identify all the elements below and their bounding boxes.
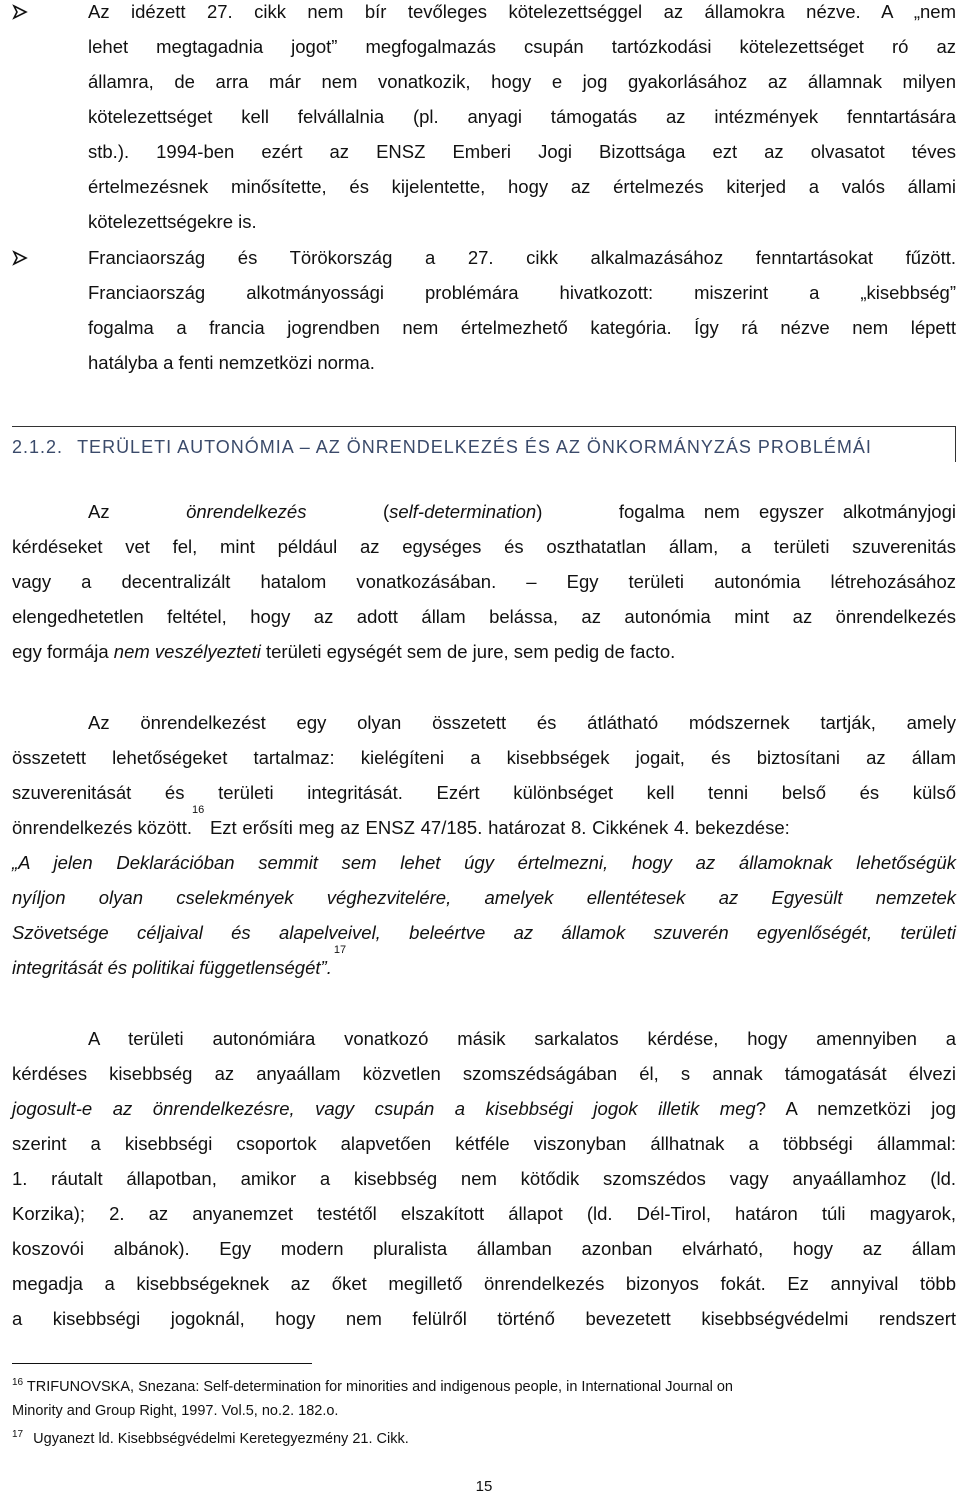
paragraph-line: A területi autonómiára vonatkozó másik sarkalatos kérdése, hogy amennyiben a [88, 1028, 956, 1049]
footnote-separator [12, 1363, 312, 1364]
quote-line: Szövetsége céljaival és alapelveivel, beleértve az államok szuverén egyenlőségét, területi [12, 922, 956, 943]
bullet-line: stb.). 1994-ben ezért az ENSZ Emberi Jogi Bizottsága ezt az olvasatot téves [88, 141, 956, 162]
footnote-mark: 17 [12, 1429, 24, 1441]
paragraph-line: egy formája nem veszélyezteti területi egységét sem de jure, sem pedig de facto. [12, 641, 676, 662]
paragraph-line: jogosult-e az önrendelkezésre, vagy csupán a kisebbségi jogok illetik meg? A nemzetközi jog [12, 1098, 956, 1119]
footnote-mark: 16 [12, 1377, 24, 1389]
bullet-line: lehet megtagadnia jogot” megfogalmazás csupán tartózkodási kötelezettséget ró az [88, 36, 956, 57]
bullet-line: államra, de arra már nem vonatkozik, hogy e jog gyakorlásához az államnak milyen [88, 71, 956, 92]
bullet-line: kötelezettséget kell felvállalnia (pl. anyagi támogatás az intézmények fenntartására [88, 106, 956, 127]
footnote-16 [12, 1375, 956, 1423]
paragraph-line: kérdéses kisebbség az anyaállam közvetlen szomszédságában él, s annak támogatását élvezi [12, 1063, 956, 1084]
text-run: önrendelkezés [186, 501, 307, 522]
section-number: 2.1.2. [12, 437, 64, 457]
footnote-ref-17[interactable]: 17 [333, 944, 347, 956]
footnote-text: Minority and Group Right, 1997. Vol.5, no.2. 182.o. [12, 1403, 339, 1419]
bullet-line: hatályba a fenti nemzetközi norma. [88, 352, 375, 373]
paragraph-line: összetett lehetőségeket tartalmaz: kielégíteni a kisebbségek jogait, és biztosítani az állam [12, 747, 956, 768]
paragraph-2 [12, 705, 956, 985]
paragraph-line [12, 494, 956, 529]
text-run: Az [88, 501, 110, 522]
quote-line: integritását és politikai függetlenségét”. 17 [12, 950, 956, 985]
section-title: TERÜLETI AUTONÓMIA – AZ ÖNRENDELKEZÉS ÉS AZ ÖNKORMÁNYZÁS PROBLÉMÁI [77, 437, 872, 457]
arrow-bullet-icon [12, 0, 32, 29]
page-number: 15 [475, 1478, 493, 1495]
paragraph-line: elengedhetetlen feltétel, hogy az adott állam belássa, az autonómia mint az önrendelkezés [12, 606, 956, 627]
paragraph-line: Korzika); 2. az anyanemzet testétől elszakított állapot (ld. Dél-Tirol, határon túli magyarok, [12, 1203, 956, 1224]
quote-line: nyíljon olyan cselekmények véghezvitelére, amelyek ellentétesek az Egyesült nemzetek [12, 887, 956, 908]
text-run: fogalma nem egyszer alkotmányjogi [618, 501, 956, 522]
footnote-text: TRIFUNOVSKA, Snezana: Self-determination for minorities and indigenous people, in International Journal on [26, 1379, 733, 1395]
text-run: (self-determination) [382, 501, 543, 522]
paragraph-line: önrendelkezés között. 16 Ezt erősíti meg az ENSZ 47/185. határozat 8. Cikkének 4. bekezdése: [12, 810, 956, 845]
paragraph-line: 1. ráutalt állapotban, amikor a kisebbség nem kötődik szomszédos vagy anyaállamhoz (ld. [12, 1168, 956, 1189]
bullet-line: kötelezettségekre is. [88, 211, 257, 232]
bullet-line: Az idézett 27. cikk nem bír tevőleges kötelezettséggel az államokra nézve. A „nem [88, 1, 956, 22]
bullet-line: Franciaország alkotmányossági problémára hivatkozott: miszerint a „kisebbség” [88, 282, 956, 303]
bullet-line: Franciaország és Törökország a 27. cikk alkalmazásához fenntartásokat fűzött. [88, 247, 956, 268]
footnote-17 [12, 1427, 956, 1451]
bullet-line: fogalma a francia jogrendben nem értelmezhető kategória. Így rá nézve nem lépett [88, 317, 956, 338]
bullet-line: értelmezésnek minősítette, és kijelentette, hogy az értelmezés kiterjed a valós állami [88, 176, 956, 197]
paragraph-line: kérdéseket vet fel, mint például az egységes és oszthatatlan állam, a területi szuverenitás [12, 536, 956, 557]
paragraph-line: szuverenitását és területi integritását. Ezért különbséget kell tenni belső és külső [12, 782, 956, 803]
paragraph-1 [12, 494, 956, 669]
bullet-item-1 [12, 0, 956, 239]
paragraph-line: a kisebbségi jogoknál, hogy nem felülről történő bevezetett kisebbségvédelmi rendszert [12, 1308, 956, 1329]
paragraph-line: szerint a kisebbségi csoportok alapvetően kétféle viszonyban állhatnak a többségi állammal: [12, 1133, 956, 1154]
bullet-item-2 [12, 240, 956, 380]
paragraph-line: Az önrendelkezést egy olyan összetett és átlátható módszernek tartják, amely [88, 712, 956, 733]
footnote-ref-16[interactable]: 16 [191, 804, 205, 816]
section-heading [12, 426, 956, 462]
paragraph-line: vagy a decentralizált hatalom vonatkozásában. – Egy területi autonómia létrehozásához [12, 571, 956, 592]
footnote-text: Ugyanezt ld. Kisebbségvédelmi Keretegyezmény 21. Cikk. [33, 1431, 409, 1447]
paragraph-line: koszovói albánok). Egy modern pluralista államban azonban elvárható, hogy az állam [12, 1238, 956, 1259]
paragraph-3 [12, 1021, 956, 1336]
quote-line: „A jelen Deklarációban semmit sem lehet úgy értelmezni, hogy az államoknak lehetőségük [12, 852, 956, 873]
paragraph-line: megadja a kisebbségeknek az őket megillető önrendelkezés bizonyos fokát. Ez annyival több [12, 1273, 956, 1294]
arrow-bullet-icon [12, 240, 32, 275]
